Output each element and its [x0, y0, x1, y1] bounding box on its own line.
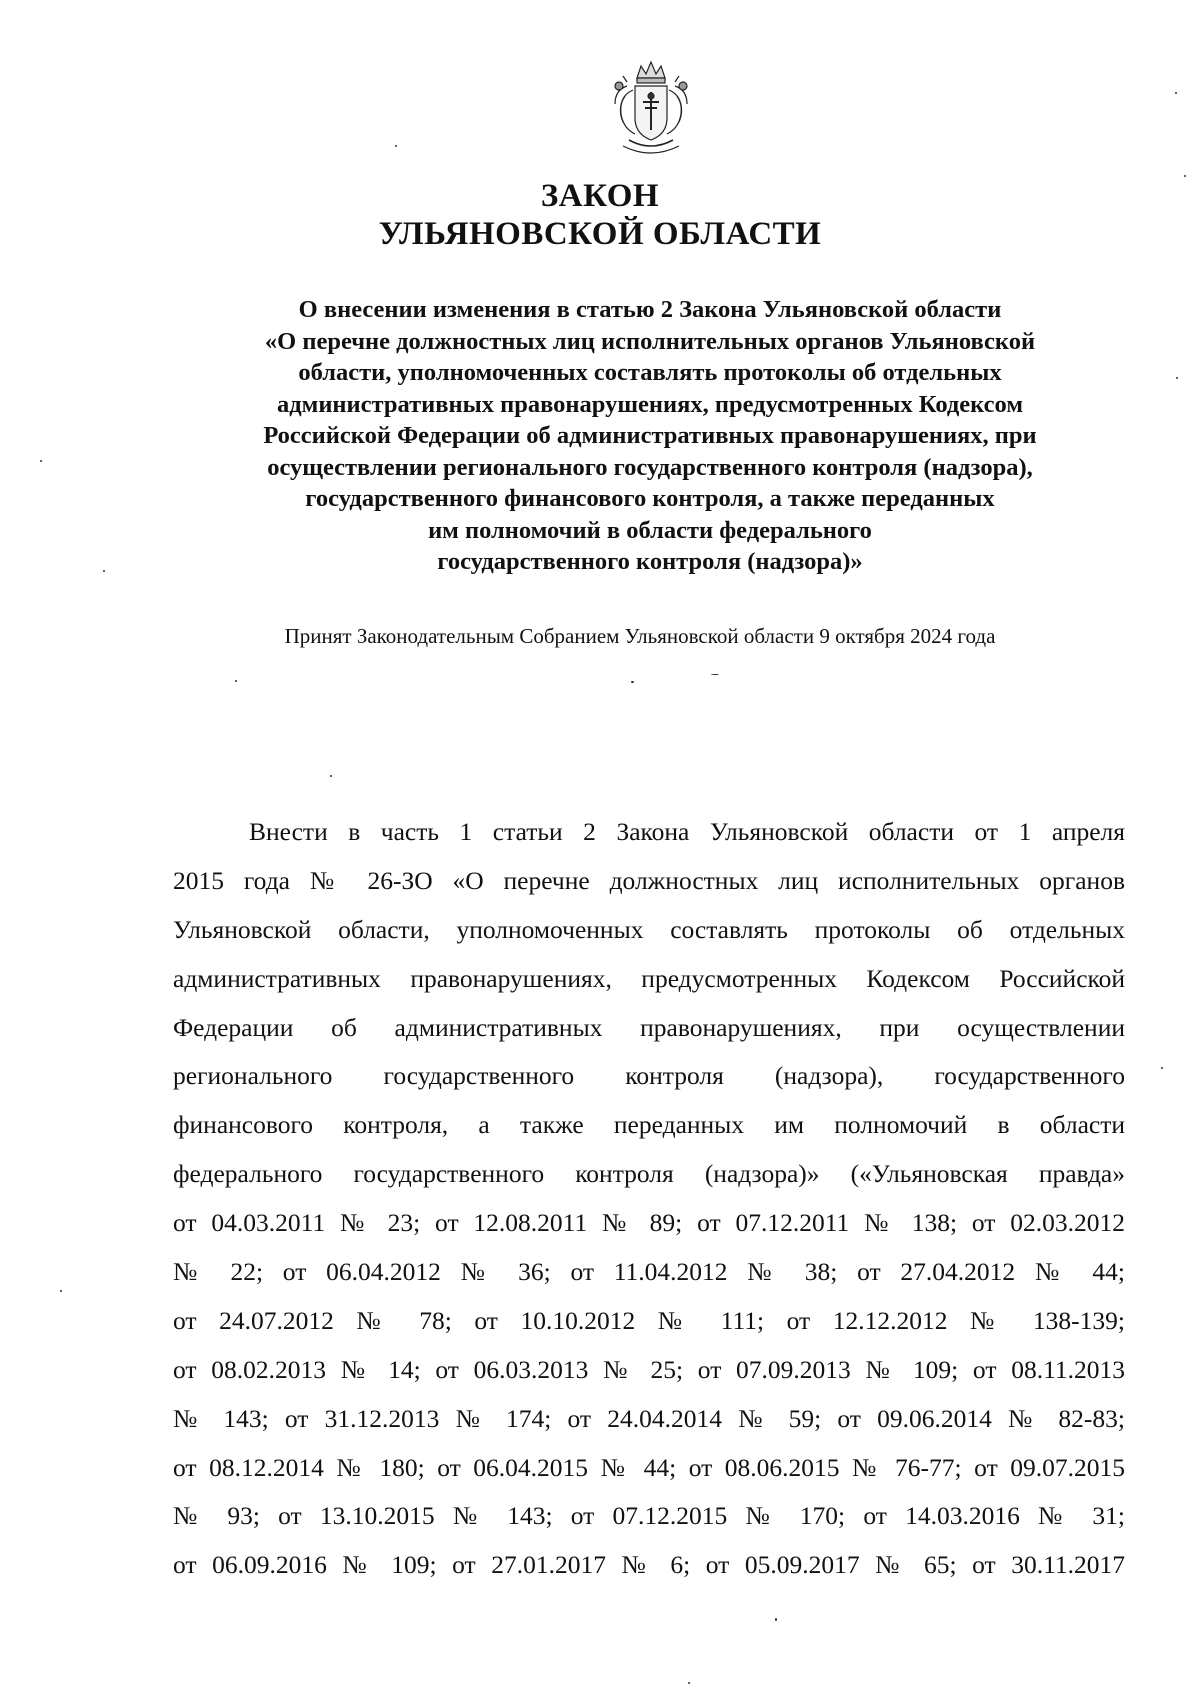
scan-speck [1161, 1067, 1163, 1069]
adoption-note: Принят Законодательным Собранием Ульяновской области 9 октября 2024 года [284, 624, 996, 648]
law-subtitle [200, 294, 1100, 578]
body-line: финансового контроля, а также переданных им полномочий в области [173, 1110, 1125, 1140]
body-line: административных правонарушениях, предусмотренных Кодексом Российской [173, 963, 1125, 993]
law-title: ЗАКОН [540, 178, 660, 214]
scan-speck [711, 674, 719, 675]
scan-speck [330, 775, 332, 777]
body-line: Внести в часть 1 статьи 2 Закона Ульяновской области от 1 апреля [249, 817, 1125, 846]
subtitle-line: осуществлении регионального государственного контроля (надзора), [267, 453, 1033, 481]
body-line: № 143; от 31.12.2013 № 174; от 24.04.2014 № 59; от 09.06.2014 № 82-83; [173, 1403, 1125, 1433]
body-line: от 08.02.2013 № 14; от 06.03.2013 № 25; от 07.09.2013 № 109; от 08.11.2013 [173, 1354, 1125, 1384]
subtitle-line: им полномочий в области федерального [428, 516, 872, 544]
body-line: от 04.03.2011 № 23; от 12.08.2011 № 89; от 07.12.2011 № 138; от 02.03.2012 [173, 1208, 1125, 1238]
body-line: Федерации об административных правонарушениях, при осуществлении [173, 1012, 1125, 1042]
body-paragraph [173, 808, 1125, 1590]
subtitle-line: области, уполномоченных составлять протоколы об отдельных [298, 359, 1002, 386]
scan-speck [1176, 377, 1178, 379]
scan-speck [631, 681, 634, 683]
scan-speck [1175, 92, 1177, 94]
body-line: регионального государственного контроля (надзора), государственного [173, 1061, 1125, 1091]
body-line: от 24.07.2012 № 78; от 10.10.2012 № 111; от 12.12.2012 № 138-139; [173, 1305, 1125, 1335]
subtitle-line: О внесении изменения в статью 2 Закона Ульяновской области [298, 296, 1002, 323]
subtitle-line: «О перечне должностных лиц исполнительных органов Ульяновской [264, 327, 1036, 355]
scan-speck [60, 1290, 62, 1292]
body-line: от 06.09.2016 № 109; от 27.01.2017 № 6; от 05.09.2017 № 65; от 30.11.2017 [173, 1550, 1125, 1580]
subtitle-line: государственного контроля (надзора)» [437, 548, 863, 575]
subtitle-line: государственного финансового контроля, а также переданных [305, 485, 995, 512]
body-line: Ульяновской области, уполномоченных составлять протоколы об отдельных [173, 914, 1125, 944]
scan-speck [103, 570, 105, 572]
body-line: № 93; от 13.10.2015 № 143; от 07.12.2015 № 170; от 14.03.2016 № 31; [173, 1501, 1125, 1531]
coat-of-arms-emblem [597, 56, 705, 164]
subtitle-line: административных правонарушениях, предусмотренных Кодексом [276, 390, 1024, 418]
scan-speck [395, 145, 397, 147]
scan-speck [775, 1618, 777, 1621]
scan-speck [1184, 175, 1186, 177]
body-line: от 08.12.2014 № 180; от 06.04.2015 № 44; от 08.06.2015 № 76-77; от 09.07.2015 [173, 1452, 1125, 1482]
subtitle-line: Российской Федерации об административных правонарушениях, при [263, 422, 1037, 449]
scan-speck [40, 460, 42, 462]
body-line: № 22; от 06.04.2012 № 36; от 11.04.2012 № 38; от 27.04.2012 № 44; [173, 1257, 1125, 1287]
body-line: федерального государственного контроля (надзора)» («Ульяновская правда» [173, 1159, 1125, 1189]
law-region: УЛЬЯНОВСКОЙ ОБЛАСТИ [378, 216, 822, 252]
scan-speck [235, 680, 237, 682]
scan-speck [688, 1682, 690, 1684]
body-line: 2015 года № 26-ЗО «О перечне должностных лиц исполнительных органов [173, 865, 1125, 895]
